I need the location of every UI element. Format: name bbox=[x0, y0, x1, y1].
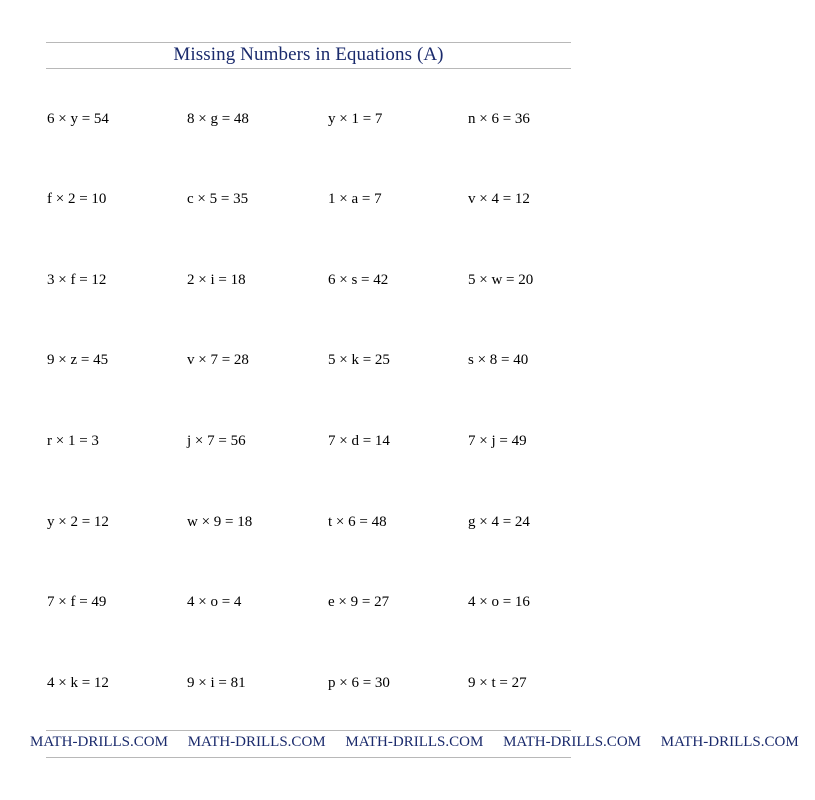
equation: 8 × g = 48 bbox=[187, 111, 249, 127]
equation: 7 × j = 49 bbox=[468, 433, 527, 449]
equation: 6 × s = 42 bbox=[328, 272, 389, 288]
watermark-text: MATH-DRILLS.COM bbox=[345, 734, 484, 750]
equation: c × 5 = 35 bbox=[187, 191, 249, 207]
equation-row bbox=[47, 111, 587, 133]
equation: 7 × f = 49 bbox=[47, 594, 107, 610]
equation-row bbox=[47, 594, 587, 616]
equation-row bbox=[47, 433, 587, 455]
equation: 1 × a = 7 bbox=[328, 191, 382, 207]
footer-rule-bottom bbox=[46, 757, 571, 758]
equation: n × 6 = 36 bbox=[468, 111, 530, 127]
equation: 2 × i = 18 bbox=[187, 272, 246, 288]
equation: 6 × y = 54 bbox=[47, 111, 109, 127]
equation-row bbox=[47, 352, 587, 374]
equation: s × 8 = 40 bbox=[468, 352, 529, 368]
equation: t × 6 = 48 bbox=[328, 514, 387, 530]
equation-row bbox=[47, 191, 587, 213]
equation: 3 × f = 12 bbox=[47, 272, 107, 288]
equation: j × 7 = 56 bbox=[187, 433, 246, 449]
equation: 5 × k = 25 bbox=[328, 352, 390, 368]
footer-rule-top bbox=[46, 730, 571, 731]
equation: y × 2 = 12 bbox=[47, 514, 109, 530]
watermark-text: MATH-DRILLS.COM bbox=[503, 734, 641, 750]
equation: g × 4 = 24 bbox=[468, 514, 530, 530]
equation: 5 × w = 20 bbox=[468, 272, 534, 288]
equation-grid bbox=[47, 0, 587, 720]
equation: 4 × k = 12 bbox=[47, 675, 109, 691]
equation: 4 × o = 16 bbox=[468, 594, 530, 610]
equation: v × 4 = 12 bbox=[468, 191, 530, 207]
equation: 9 × i = 81 bbox=[187, 675, 246, 691]
footer-watermark-track bbox=[30, 734, 815, 751]
equation: 7 × d = 14 bbox=[328, 433, 390, 449]
equation: f × 2 = 10 bbox=[47, 191, 107, 207]
equation: v × 7 = 28 bbox=[187, 352, 249, 368]
watermark-text: MATH-DRILLS.COM bbox=[187, 734, 326, 750]
equation-row bbox=[47, 675, 587, 697]
watermark-text: MATH-DRILLS.COM bbox=[660, 734, 799, 750]
equation: e × 9 = 27 bbox=[328, 594, 390, 610]
equation: r × 1 = 3 bbox=[47, 433, 99, 449]
equation-row bbox=[47, 514, 587, 536]
equation: w × 9 = 18 bbox=[187, 514, 253, 530]
equation: p × 6 = 30 bbox=[328, 675, 390, 691]
equation-row bbox=[47, 272, 587, 294]
equation: 4 × o = 4 bbox=[187, 594, 242, 610]
watermark-text: MATH-DRILLS.COM bbox=[30, 734, 168, 750]
footer-watermark bbox=[30, 734, 799, 754]
equation: 9 × t = 27 bbox=[468, 675, 527, 691]
equation: 9 × z = 45 bbox=[47, 352, 109, 368]
page-title: Missing Numbers in Equations (A) bbox=[173, 44, 444, 65]
equation: y × 1 = 7 bbox=[328, 111, 383, 127]
